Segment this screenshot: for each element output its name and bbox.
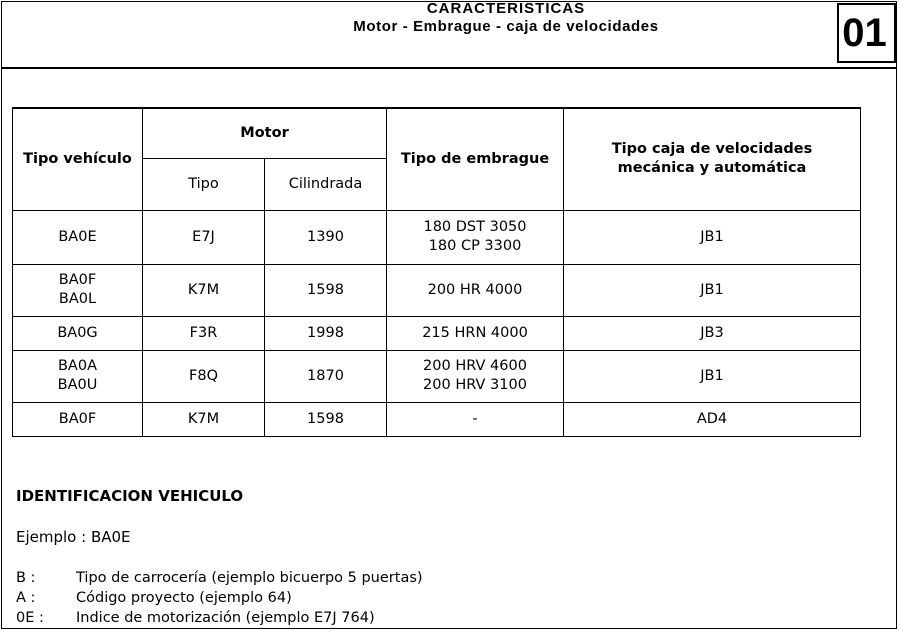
cell-motor-type-line: F8Q [189,367,218,384]
cell-vehicle-line: BA0E [58,228,97,245]
cell-vehicle [13,264,143,316]
header-divider [1,67,897,69]
cell-vehicle-line: BA0L [58,291,97,308]
cell-vehicle-line: BA0F [58,410,97,427]
cell-displacement [265,402,387,436]
cell-gearbox [564,264,861,316]
cell-gearbox-line: AD4 [696,410,728,427]
cell-clutch [387,402,564,436]
cell-displacement-line: 1598 [307,410,344,427]
cell-motor-type-line: K7M [187,281,220,298]
legend-item [16,588,423,608]
cell-vehicle-line: BA0F [58,272,97,289]
cell-clutch [387,264,564,316]
cell-clutch-line: 215 HRN 4000 [422,324,528,341]
identification-example: Ejemplo : BA0E [16,528,131,546]
cell-displacement [265,210,387,264]
cell-gearbox-line: JB1 [700,228,724,245]
legend-text: Código proyecto (ejemplo 64) [76,590,292,606]
identification-heading: IDENTIFICACION VEHICULO [16,487,244,505]
cell-vehicle-line: BA0A [57,358,97,375]
cell-gearbox-line: JB3 [700,324,724,341]
cell-vehicle [13,210,143,264]
cell-motor-type [143,350,265,402]
cell-motor-type-line: F3R [189,324,218,341]
table-row [13,316,861,350]
cell-vehicle-line: BA0G [57,324,98,341]
cell-motor-type [143,316,265,350]
table-row [13,402,861,436]
cell-vehicle [13,402,143,436]
page-subtitle: Motor - Embrague - caja de velocidades [353,18,659,35]
cell-gearbox [564,402,861,436]
table-row [13,264,861,316]
legend-code: B : [16,570,36,586]
cell-displacement-line: 1998 [307,324,344,341]
cell-gearbox [564,316,861,350]
characteristics-table [12,107,861,437]
legend-code: 0E : [16,610,44,626]
cell-clutch-line: 200 HR 4000 [427,281,523,298]
cell-displacement [265,316,387,350]
legend-code: A : [16,590,36,606]
legend-text: Tipo de carrocería (ejemplo bicuerpo 5 puertas) [76,570,423,586]
cell-gearbox [564,350,861,402]
cell-motor-type-line: E7J [192,228,215,245]
header-vehicle-type: Tipo vehículo [13,108,143,210]
cell-clutch [387,350,564,402]
cell-gearbox-line: JB1 [700,367,724,384]
legend-item [16,568,423,588]
cell-motor-type [143,210,265,264]
cell-clutch-line: 180 DST 3050 [423,219,527,236]
cell-displacement-line: 1598 [307,281,344,298]
cell-clutch-line: - [472,410,478,427]
page-number: 01 [842,10,887,55]
cell-motor-type [143,264,265,316]
cell-vehicle [13,350,143,402]
cell-clutch-line: 200 HRV 3100 [423,377,527,394]
cell-displacement [265,350,387,402]
header-gearbox-type [564,108,861,210]
page-title: CARACTERISTICAS [426,0,586,17]
cell-clutch [387,210,564,264]
header-motor-type: Tipo [143,158,265,210]
identification-legend [16,568,423,628]
cell-clutch [387,316,564,350]
table-row [13,350,861,402]
cell-vehicle [13,316,143,350]
cell-gearbox [564,210,861,264]
cell-vehicle-line: BA0U [57,377,98,394]
cell-motor-type [143,402,265,436]
table-body [13,210,861,436]
legend-text: Indice de motorización (ejemplo E7J 764) [76,610,375,626]
cell-displacement [265,264,387,316]
cell-motor-type-line: K7M [187,410,220,427]
cell-clutch-line: 180 CP 3300 [428,238,522,255]
cell-displacement-line: 1870 [307,367,344,384]
cell-gearbox-line: JB1 [700,281,724,298]
header-motor: Motor [143,108,387,158]
header-gearbox-label: Tipo caja de velocidades mecánica y automática [611,141,813,177]
header-displacement: Cilindrada [265,158,387,210]
table-row [13,210,861,264]
cell-clutch-line: 200 HRV 4600 [423,358,527,375]
header-clutch-type: Tipo de embrague [387,108,564,210]
legend-item [16,608,423,628]
cell-displacement-line: 1390 [307,228,344,245]
page-number-box [837,3,896,63]
